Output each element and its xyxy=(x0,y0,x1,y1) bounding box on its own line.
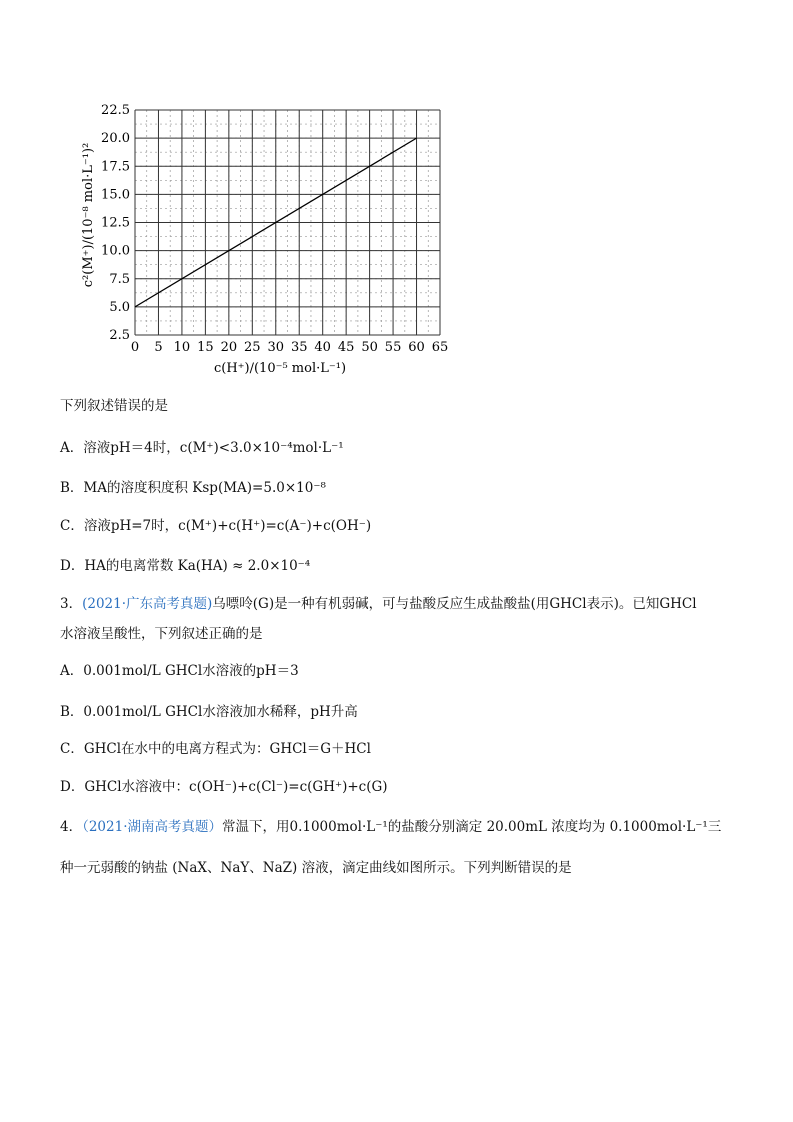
x-tick-label: 15 xyxy=(197,340,214,355)
q3-line1: 乌嘌呤(G)是一种有机弱碱，可与盐酸反应生成盐酸盐(用GHCl表示)。已知GHCl xyxy=(212,596,697,612)
y-tick-label: 5.0 xyxy=(109,299,130,315)
q4-number: 4． xyxy=(60,819,83,835)
y-tick-label: 20.0 xyxy=(101,131,130,147)
q2-stem: 下列叙述错误的是 xyxy=(60,398,168,414)
q3-option-c: C．GHCl在水中的电离方程式为：GHCl＝G＋HCl xyxy=(60,741,371,757)
y-tick-label: 17.5 xyxy=(101,159,130,175)
x-axis-label: c(H⁺)/(10⁻⁵ mol·L⁻¹) xyxy=(213,361,347,376)
x-tick-label: 45 xyxy=(337,340,355,355)
y-axis-label: c²(M⁺)/(10⁻⁸ mol·L⁻¹)² xyxy=(81,142,96,288)
y-tick-label: 10.0 xyxy=(101,243,130,259)
q3-option-d: D．GHCl水溶液中：c(OH⁻)+c(Cl⁻)=c(GH⁺)+c(G) xyxy=(60,779,388,795)
q3-option-b: B．0.001mol/L GHCl水溶液加水稀释，pH升高 xyxy=(60,704,358,720)
q2-option-b: B．MA的溶度积度积 Ksp(MA)=5.0×10⁻⁸ xyxy=(60,480,326,496)
q2-option-d: D．HA的电离常数 Ka(HA) ≈ 2.0×10⁻⁴ xyxy=(60,558,311,574)
y-tick-label: 12.5 xyxy=(101,215,130,231)
x-tick-label: 35 xyxy=(290,340,308,355)
q4-line2: 种一元弱酸的钠盐 (NaX、NaY、NaZ) 溶液，滴定曲线如图所示。下列判断错误的是 xyxy=(60,860,572,876)
q3-heading xyxy=(60,592,697,612)
q2-option-a: A．溶液pH＝4时，c(M⁺)<3.0×10⁻⁴mol·L⁻¹ xyxy=(60,440,344,456)
chart xyxy=(80,100,450,385)
q4-heading xyxy=(60,815,721,835)
y-tick-label: 2.5 xyxy=(109,328,130,343)
x-tick-label: 40 xyxy=(314,340,331,355)
x-tick-label: 25 xyxy=(244,340,261,355)
x-tick-label: 30 xyxy=(267,340,285,355)
x-tick-label: 65 xyxy=(431,340,449,355)
x-tick-label: 5 xyxy=(154,340,163,355)
x-tick-label: 50 xyxy=(361,340,378,355)
q3-option-a: A．0.001mol/L GHCl水溶液的pH＝3 xyxy=(60,663,299,679)
x-tick-label: 0 xyxy=(130,340,140,355)
q4-source: （2021·湖南高考真题） xyxy=(82,819,222,835)
q3-source: (2021·广东高考真题) xyxy=(82,596,213,612)
q3-number: 3． xyxy=(60,596,83,612)
q3-line2: 水溶液呈酸性，下列叙述正确的是 xyxy=(60,626,263,642)
q4-line1: 常温下，用0.1000mol·L⁻¹的盐酸分别滴定 20.00mL 浓度均为 0.1000mol·L⁻¹三 xyxy=(222,819,722,835)
y-tick-label: 22.5 xyxy=(101,103,130,118)
x-tick-label: 55 xyxy=(384,340,402,355)
chart-grid xyxy=(135,110,440,335)
x-tick-label: 60 xyxy=(408,340,425,355)
y-tick-label: 15.0 xyxy=(101,187,130,203)
chart-ticks xyxy=(101,103,448,355)
x-tick-label: 10 xyxy=(173,340,191,355)
q2-option-c: C．溶液pH=7时，c(M⁺)+c(H⁺)=c(A⁻)+c(OH⁻) xyxy=(60,518,372,534)
x-tick-label: 20 xyxy=(220,340,238,355)
y-tick-label: 7.5 xyxy=(109,271,130,287)
